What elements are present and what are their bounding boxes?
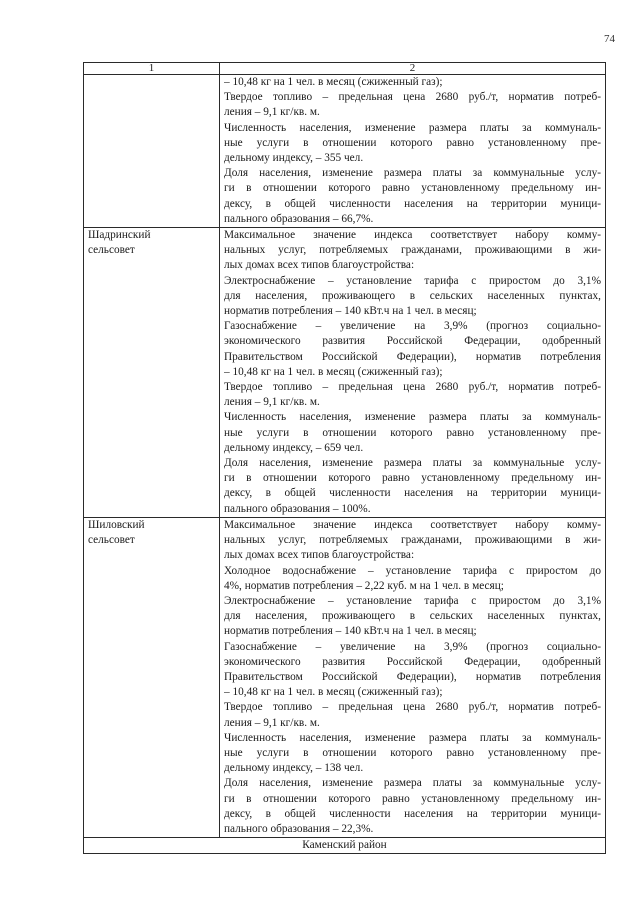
description-paragraph (224, 380, 601, 410)
text-line: ги в отношении которого равно установленному предельному ин- (224, 472, 601, 485)
text-line: – 10,48 кг на 1 чел. в месяц (сжиженный газ); (224, 686, 443, 699)
text-line: Численность населения, изменение размера платы за коммуналь- (224, 411, 601, 424)
text-line: Правительством Российской Федерации), норматив потребления (224, 670, 601, 683)
district-heading: Каменский район (84, 838, 606, 854)
description-paragraph (224, 274, 601, 320)
municipality-name-cell (84, 517, 220, 837)
text-line: Численность населения, изменение размера платы за коммуналь- (224, 121, 601, 134)
description-paragraph (224, 518, 601, 564)
text-line: ные услуги в отношении которого равно установленному пре- (224, 136, 601, 149)
description-paragraph (224, 90, 601, 120)
description-paragraph (224, 75, 601, 90)
text-line: лых домах всех типов благоустройства: (224, 259, 415, 272)
table-header-row (84, 63, 606, 75)
data-table (83, 62, 606, 854)
description-paragraph (224, 776, 601, 837)
table-footer-row (84, 838, 606, 854)
text-line: ления – 9,1 кг/кв. м. (224, 106, 320, 119)
text-line: ные услуги в отношении которого равно установленному пре- (224, 746, 601, 759)
text-line: дексу, в общей численности населения на территории муници- (224, 487, 601, 500)
text-line: пального образования – 100%. (224, 502, 371, 515)
description-paragraph (224, 319, 601, 380)
text-line: Доля населения, изменение размера платы за коммунальные услу- (224, 777, 601, 790)
column-header-2: 2 (220, 63, 606, 75)
text-line: для населения, проживающего в сельских населенных пунктах, (224, 289, 601, 302)
text-line: Доля населения, изменение размера платы за коммунальные услу- (224, 457, 601, 470)
municipality-name-line: сельсовет (88, 534, 135, 547)
text-line: ные услуги в отношении которого равно установленному пре- (224, 426, 601, 439)
text-line: пального образования – 66,7%. (224, 212, 374, 225)
municipality-name-cell (84, 75, 220, 228)
text-line: для населения, проживающего в сельских населенных пунктах, (224, 610, 601, 623)
text-line: Газоснабжение – увеличение на 3,9% (прогноз социально- (224, 320, 601, 333)
text-line: Доля населения, изменение размера платы за коммунальные услу- (224, 167, 601, 180)
text-line: Твердое топливо – предельная цена 2680 руб./т, норматив потреб- (224, 91, 601, 104)
text-line: пального образования – 22,3%. (224, 822, 374, 835)
description-paragraph (224, 640, 601, 701)
text-line: Твердое топливо – предельная цена 2680 руб./т, норматив потреб- (224, 381, 601, 394)
text-line: Электроснабжение – установление тарифа с приростом до 3,1% (224, 274, 601, 287)
text-line: Максимальное значение индекса соответствует набору комму- (224, 229, 601, 242)
text-line: экономического развития Российской Федерации, одобренный (224, 335, 601, 348)
table-row (84, 517, 606, 837)
description-paragraph (224, 121, 601, 167)
text-line: Холодное водоснабжение – установление тарифа с приростом до (224, 564, 601, 577)
description-cell (220, 517, 606, 837)
text-line: нальных услуг, потребляемых гражданами, проживающими в жи- (224, 244, 601, 257)
text-line: – 10,48 кг на 1 чел. в месяц (сжиженный газ); (224, 76, 443, 88)
page-number: 74 (604, 33, 615, 45)
text-line: экономического развития Российской Федерации, одобренный (224, 655, 601, 668)
text-line: ления – 9,1 кг/кв. м. (224, 716, 320, 729)
column-header-1: 1 (84, 63, 220, 75)
description-paragraph (224, 456, 601, 517)
text-line: норматив потребления – 140 кВт.ч на 1 чел. в месяц; (224, 305, 477, 318)
table-row (84, 75, 606, 228)
description-paragraph (224, 594, 601, 640)
description-cell (220, 228, 606, 518)
text-line: норматив потребления – 140 кВт.ч на 1 чел. в месяц; (224, 625, 477, 638)
text-line: ги в отношении которого равно установленному предельному ин- (224, 182, 601, 195)
municipality-name-cell (84, 228, 220, 518)
text-line: Численность населения, изменение размера платы за коммуналь- (224, 731, 601, 744)
text-line: дельному индексу, – 355 чел. (224, 152, 364, 165)
table-row (84, 228, 606, 518)
text-line: нальных услуг, потребляемых гражданами, проживающими в жи- (224, 534, 601, 547)
description-paragraph (224, 564, 601, 594)
municipality-name-line: Шадринский (88, 229, 151, 242)
text-line: дексу, в общей численности населения на территории муници- (224, 807, 601, 820)
text-line: Твердое топливо – предельная цена 2680 руб./т, норматив потреб- (224, 701, 601, 714)
description-paragraph (224, 228, 601, 274)
text-line: дельному индексу, – 659 чел. (224, 441, 364, 454)
description-cell (220, 75, 606, 228)
text-line: Максимальное значение индекса соответствует набору комму- (224, 518, 601, 531)
text-line: дельному индексу, – 138 чел. (224, 762, 364, 775)
text-line: Правительством Российской Федерации), норматив потребления (224, 350, 601, 363)
text-line: Газоснабжение – увеличение на 3,9% (прогноз социально- (224, 640, 601, 653)
text-line: – 10,48 кг на 1 чел. в месяц (сжиженный газ); (224, 365, 443, 378)
municipality-name-line: Шиловский (88, 518, 145, 531)
text-line: дексу, в общей численности населения на территории муници- (224, 197, 601, 210)
description-paragraph (224, 731, 601, 777)
description-paragraph (224, 166, 601, 227)
text-line: ления – 9,1 кг/кв. м. (224, 396, 320, 409)
text-line: лых домах всех типов благоустройства: (224, 549, 415, 562)
description-paragraph (224, 700, 601, 730)
text-line: ги в отношении которого равно установленному предельному ин- (224, 792, 601, 805)
municipality-name-line: сельсовет (88, 244, 135, 257)
text-line: Электроснабжение – установление тарифа с приростом до 3,1% (224, 594, 601, 607)
text-line: 4%, норматив потребления – 2,22 куб. м на 1 чел. в месяц; (224, 579, 504, 592)
description-paragraph (224, 410, 601, 456)
